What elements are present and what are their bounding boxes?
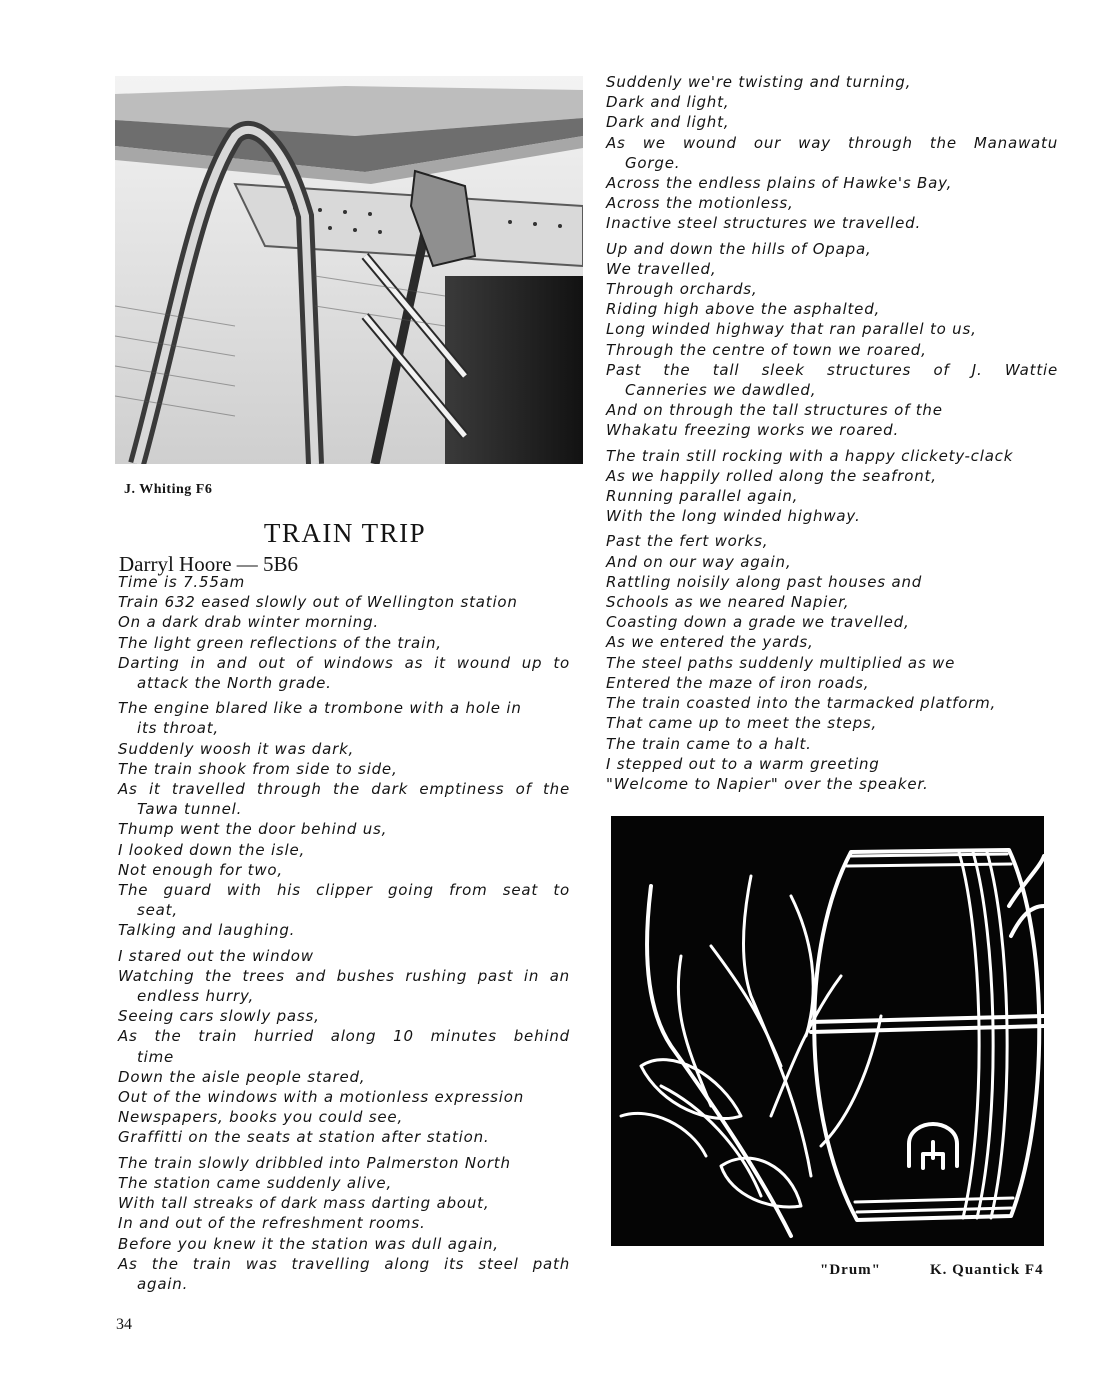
poem-line: Thump went the door behind us, (118, 820, 388, 839)
poem-line: I stepped out to a warm greeting (606, 754, 880, 773)
poem-line: The train came to a halt. (606, 734, 812, 753)
poem-line: Schools as we neared Napier, (606, 593, 850, 612)
poem-line: As it travelled through the dark emptiness of the (118, 780, 570, 799)
poem-line: The train still rocking with a happy clickety-clack (606, 446, 1014, 465)
poem-line: On a dark drab winter morning. (118, 613, 379, 632)
poem-line: Riding high above the asphalted, (606, 300, 881, 319)
poem-line: its throat, (137, 719, 220, 738)
poem-line: That came up to meet the steps, (606, 714, 878, 733)
poem-line: As the train hurried along 10 minutes behind (118, 1027, 570, 1046)
poem-line: Before you knew it the station was dull again, (118, 1234, 499, 1253)
poem-line: Time is 7.55am (118, 573, 246, 591)
poem-line: again. (137, 1274, 189, 1293)
poem-line: Across the endless plains of Hawke's Bay, (606, 174, 953, 193)
poem-line: As we wound our way through the Manawatu (606, 133, 1058, 152)
poem-line: And on our way again, (606, 552, 792, 571)
poem-line: The train slowly dribbled into Palmerston North (118, 1153, 511, 1172)
poem-line: Not enough for two, (118, 860, 283, 879)
poem-line: endless hurry, (137, 987, 255, 1006)
poem-line: Through orchards, (606, 280, 758, 299)
poem-line: Entered the maze of iron roads, (606, 673, 870, 692)
poem-right-column (606, 72, 1058, 794)
poem-line: As the train was travelling along its steel path (118, 1254, 570, 1273)
poem-line: Past the tall sleek structures of J. Wattie (606, 360, 1058, 379)
poem-line: And on through the tall structures of the (606, 401, 943, 420)
poem-line: Darting in and out of windows as it wound up to (118, 653, 570, 672)
poem-line: In and out of the refreshment rooms. (118, 1214, 426, 1233)
sketch-credit: J. Whiting F6 (124, 482, 213, 497)
poem-line: The engine blared like a trombone with a hole in (118, 699, 522, 718)
poem-line: I looked down the isle, (118, 840, 306, 859)
poem-line: attack the North grade. (137, 674, 332, 693)
poem-line: The train shook from side to side, (118, 759, 398, 778)
drum-credit: K. Quantick F4 (930, 1262, 1044, 1278)
drum-caption: "Drum" (820, 1262, 881, 1278)
poem-line: As we happily rolled along the seafront, (606, 466, 937, 485)
poem-line: Down the aisle people stared, (118, 1067, 366, 1086)
poem-line: Out of the windows with a motionless expression (118, 1088, 525, 1107)
poem-line: Seeing cars slowly pass, (118, 1007, 320, 1026)
poem-line: Watching the trees and bushes rushing past in an (118, 966, 570, 985)
poem-line: Dark and light, (606, 113, 730, 132)
poem-title: TRAIN TRIP (263, 518, 427, 548)
poem-line: Running parallel again, (606, 487, 799, 506)
poem-line: Long winded highway that ran parallel to us, (606, 320, 977, 339)
poem-left-column (118, 572, 570, 1294)
poem-line: Whakatu freezing works we roared. (606, 421, 900, 440)
poem-line: Suddenly we're twisting and turning, (606, 73, 912, 91)
poem-line: Dark and light, (606, 93, 730, 112)
poem-line: Tawa tunnel. (137, 800, 243, 819)
poem-line: Across the motionless, (606, 194, 794, 213)
poem-line: The light green reflections of the train, (118, 633, 442, 652)
poem-line: Inactive steel structures we travelled. (606, 214, 922, 233)
poem-line: The station came suddenly alive, (118, 1173, 393, 1192)
pencil-sketch-artwork (115, 76, 583, 464)
poem-line: Newspapers, books you could see, (118, 1108, 404, 1127)
poem-line: With tall streaks of dark mass darting about, (118, 1194, 490, 1213)
poem-author: Darryl Hoore — 5B6 (119, 552, 299, 576)
poem-line: Through the centre of town we roared, (606, 340, 927, 359)
poem-line: seat, (137, 901, 178, 920)
poem-line: As we entered the yards, (606, 633, 814, 652)
poem-line: Train 632 eased slowly out of Wellington station (118, 593, 518, 612)
poem-line: Past the fert works, (606, 532, 769, 551)
poem-line: The train coasted into the tarmacked platform, (606, 694, 997, 713)
poem-line: Rattling noisily along past houses and (606, 572, 923, 591)
poem-line: I stared out the window (118, 946, 314, 965)
poem-line: "Welcome to Napier" over the speaker. (606, 774, 929, 793)
poem-line: Graffitti on the seats at station after station. (118, 1128, 490, 1147)
poem-line: Canneries we dawdled, (625, 381, 817, 400)
poem-line: We travelled, (606, 259, 717, 278)
poem-line: Coasting down a grade we travelled, (606, 613, 910, 632)
poem-line: Suddenly woosh it was dark, (118, 739, 355, 758)
poem-line: Talking and laughing. (118, 921, 296, 940)
poem-line: Up and down the hills of Opapa, (606, 239, 872, 258)
drum-artwork (611, 816, 1044, 1246)
poem-line: The guard with his clipper going from seat to (118, 881, 570, 900)
poem-line: With the long winded highway. (606, 507, 861, 526)
poem-line: time (137, 1047, 175, 1066)
page-number: 34 (116, 1316, 132, 1333)
poem-line: The steel paths suddenly multiplied as we (606, 653, 956, 672)
poem-line: Gorge. (625, 153, 681, 172)
